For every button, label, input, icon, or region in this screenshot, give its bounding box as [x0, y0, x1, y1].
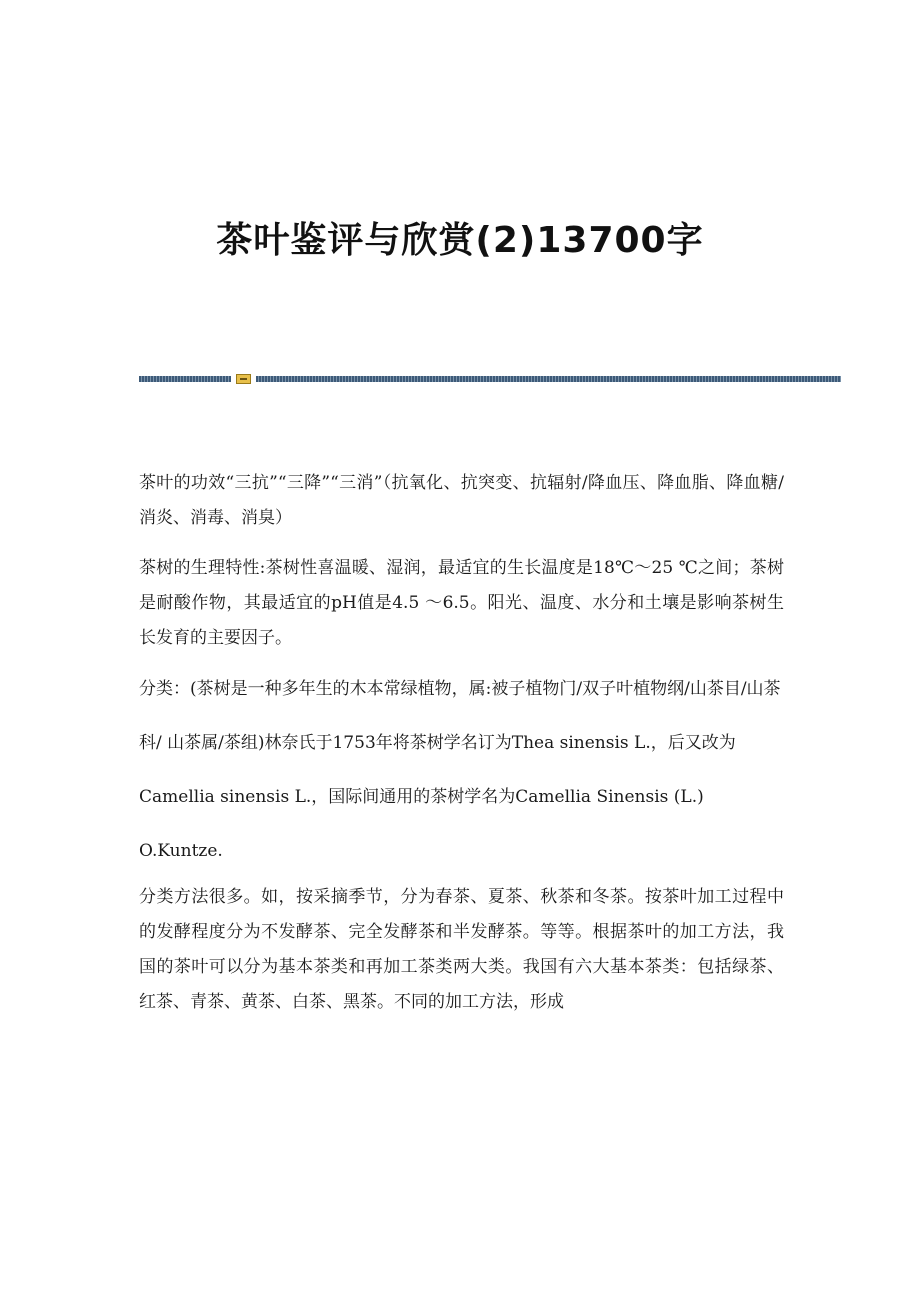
divider-bar-right	[256, 376, 841, 382]
paragraph-tea-classification: 分类：(茶树是一种多年生的木本常绿植物，属:被子植物门/双子叶植物纲/山茶目/山茶科/ 山茶属/茶组)林奈氏于1753年将茶树学名订为Thea sinensis L.，后又改为Camellia sinensis L.，国际间通用的茶树学名为Camellia Sinensis (L.) O.Kuntze.	[139, 679, 781, 861]
paragraph-classification-methods: 分类方法很多。如，按采摘季节，分为春茶、夏茶、秋茶和冬茶。按茶叶加工过程中的发酵程度分为不发酵茶、完全发酵茶和半发酵茶。等等。根据茶叶的加工方法，我国的茶叶可以分为基本茶类和再加工茶类两大类。我国有六大基本茶类：包括绿茶、红茶、青茶、黄茶、白茶、黑茶。不同的加工方法，形成	[139, 887, 784, 1012]
paragraph-tea-benefits: 茶叶的功效“三抗”“三降”“三消”（抗氧化、抗突变、抗辐射/降血压、降血脂、降血糖/消炎、消毒、消臭）	[139, 473, 784, 528]
divider-ornament-icon	[236, 374, 251, 384]
paragraph-tea-physiology: 茶树的生理特性:茶树性喜温暖、湿润，最适宜的生长温度是18℃～25 ℃之间；茶树是耐酸作物，其最适宜的pH值是4.5 ～6.5。阳光、温度、水分和土壤是影响茶树生长发育的主要因子。	[139, 558, 784, 648]
document-title: 茶叶鉴评与欣赏(2)13700字	[216, 220, 704, 261]
divider-bar-left	[139, 376, 231, 382]
document-body	[139, 466, 784, 1020]
title-divider	[139, 374, 841, 384]
